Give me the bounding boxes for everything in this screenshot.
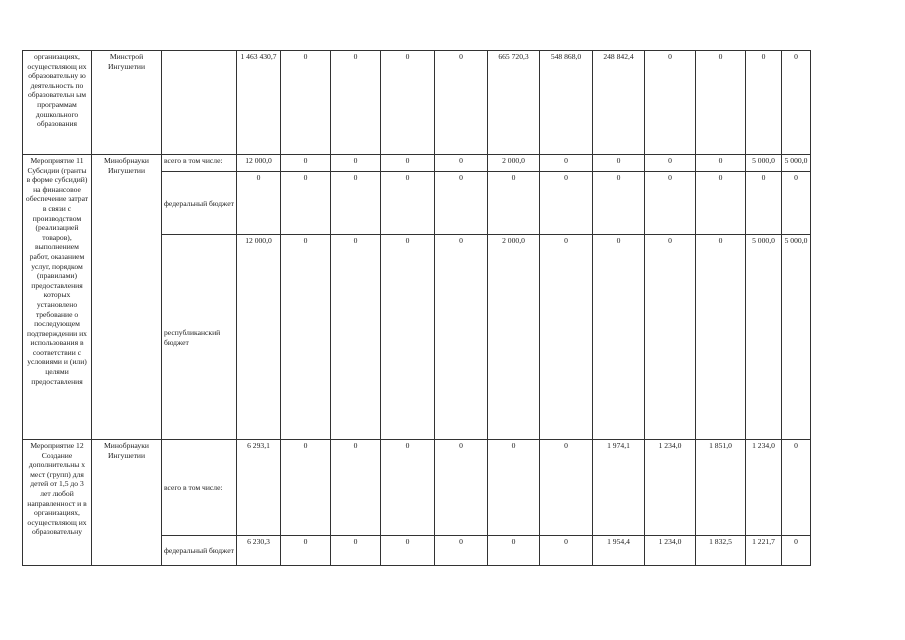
value-cell: 0	[281, 536, 331, 566]
value-cell: 0	[435, 51, 488, 155]
value-cell: 0	[696, 155, 746, 172]
value-cell: 1 832,5	[696, 536, 746, 566]
value-cell: 0	[488, 536, 540, 566]
value-cell: 0	[782, 536, 811, 566]
value-cell: 0	[331, 172, 381, 235]
value-cell: 0	[281, 155, 331, 172]
value-cell: 0	[331, 155, 381, 172]
value-cell: 1 234,0	[746, 440, 782, 536]
value-cell: 6 293,1	[237, 440, 281, 536]
funding-source-cell	[162, 51, 237, 155]
value-cell: 0	[782, 172, 811, 235]
value-cell: 0	[696, 172, 746, 235]
value-cell: 0	[540, 155, 593, 172]
value-cell: 0	[237, 172, 281, 235]
value-cell: 0	[540, 235, 593, 440]
value-cell: 0	[435, 536, 488, 566]
value-cell: 0	[645, 172, 696, 235]
value-cell: 0	[746, 51, 782, 155]
value-cell: 0	[540, 172, 593, 235]
executor-cell: Минстрой Ингушетии	[92, 51, 162, 155]
value-cell: 0	[540, 440, 593, 536]
table-row	[23, 440, 811, 536]
budget-table	[22, 50, 811, 566]
value-cell: 0	[593, 155, 645, 172]
value-cell: 0	[645, 235, 696, 440]
activity-name-cell: организациях, осуществляющ их образовательну ю деятельность по образовательн ым программам дошкольного образования	[23, 51, 92, 155]
value-cell: 2 000,0	[488, 235, 540, 440]
value-cell: 0	[381, 172, 435, 235]
value-cell: 5 000,0	[746, 155, 782, 172]
value-cell: 2 000,0	[488, 155, 540, 172]
value-cell: 0	[331, 440, 381, 536]
table-row	[23, 155, 811, 172]
value-cell: 0	[488, 172, 540, 235]
value-cell: 0	[645, 51, 696, 155]
value-cell: 5 000,0	[746, 235, 782, 440]
value-cell: 0	[381, 51, 435, 155]
value-cell: 0	[782, 440, 811, 536]
value-cell: 1 954,4	[593, 536, 645, 566]
value-cell: 0	[381, 155, 435, 172]
value-cell: 0	[540, 536, 593, 566]
value-cell: 0	[331, 235, 381, 440]
value-cell: 0	[281, 51, 331, 155]
funding-source-cell: всего в том числе:	[162, 155, 237, 172]
value-cell: 0	[593, 235, 645, 440]
value-cell: 0	[381, 235, 435, 440]
value-cell: 665 720,3	[488, 51, 540, 155]
value-cell: 0	[488, 440, 540, 536]
table-row	[23, 51, 811, 155]
activity-name-cell: Мероприятие 12 Создание дополнительны х мест (групп) для детей от 1,5 до 3 лет любой направленност и в организациях, осуществляющ их образовательну	[23, 440, 92, 566]
value-cell: 1 974,1	[593, 440, 645, 536]
funding-source-cell: республиканский бюджет	[162, 235, 237, 440]
value-cell: 0	[696, 235, 746, 440]
value-cell: 1 221,7	[746, 536, 782, 566]
value-cell: 1 851,0	[696, 440, 746, 536]
value-cell: 548 868,0	[540, 51, 593, 155]
funding-source-cell: федеральный бюджет	[162, 536, 237, 566]
value-cell: 0	[281, 440, 331, 536]
value-cell: 0	[281, 172, 331, 235]
value-cell: 0	[381, 536, 435, 566]
value-cell: 0	[645, 155, 696, 172]
value-cell: 0	[435, 440, 488, 536]
value-cell: 1 463 430,7	[237, 51, 281, 155]
value-cell: 0	[435, 155, 488, 172]
value-cell: 0	[435, 172, 488, 235]
funding-source-cell: федеральный бюджет	[162, 172, 237, 235]
value-cell: 5 000,0	[782, 235, 811, 440]
value-cell: 0	[593, 172, 645, 235]
value-cell: 248 842,4	[593, 51, 645, 155]
value-cell: 0	[696, 51, 746, 155]
value-cell: 1 234,0	[645, 536, 696, 566]
value-cell: 6 230,3	[237, 536, 281, 566]
value-cell: 0	[381, 440, 435, 536]
executor-cell: Минобрнауки Ингушетии	[92, 155, 162, 440]
executor-cell: Минобрнауки Ингушетии	[92, 440, 162, 566]
value-cell: 5 000,0	[782, 155, 811, 172]
value-cell: 0	[435, 235, 488, 440]
value-cell: 1 234,0	[645, 440, 696, 536]
value-cell: 0	[331, 51, 381, 155]
value-cell: 12 000,0	[237, 235, 281, 440]
value-cell: 0	[782, 51, 811, 155]
value-cell: 0	[281, 235, 331, 440]
value-cell: 12 000,0	[237, 155, 281, 172]
value-cell: 0	[331, 536, 381, 566]
funding-source-cell: всего в том числе:	[162, 440, 237, 536]
activity-name-cell: Мероприятие 11 Субсидии (гранты в форме субсидий) на финансовое обеспечение затрат в связи с производством (реализацией товаров), выполнением работ, оказанием услуг, порядком (правилами) предоставления которых установлено требование о последующем подтверждении их использования в соответствии с условиями и (или) целями предоставления	[23, 155, 92, 440]
value-cell: 0	[746, 172, 782, 235]
